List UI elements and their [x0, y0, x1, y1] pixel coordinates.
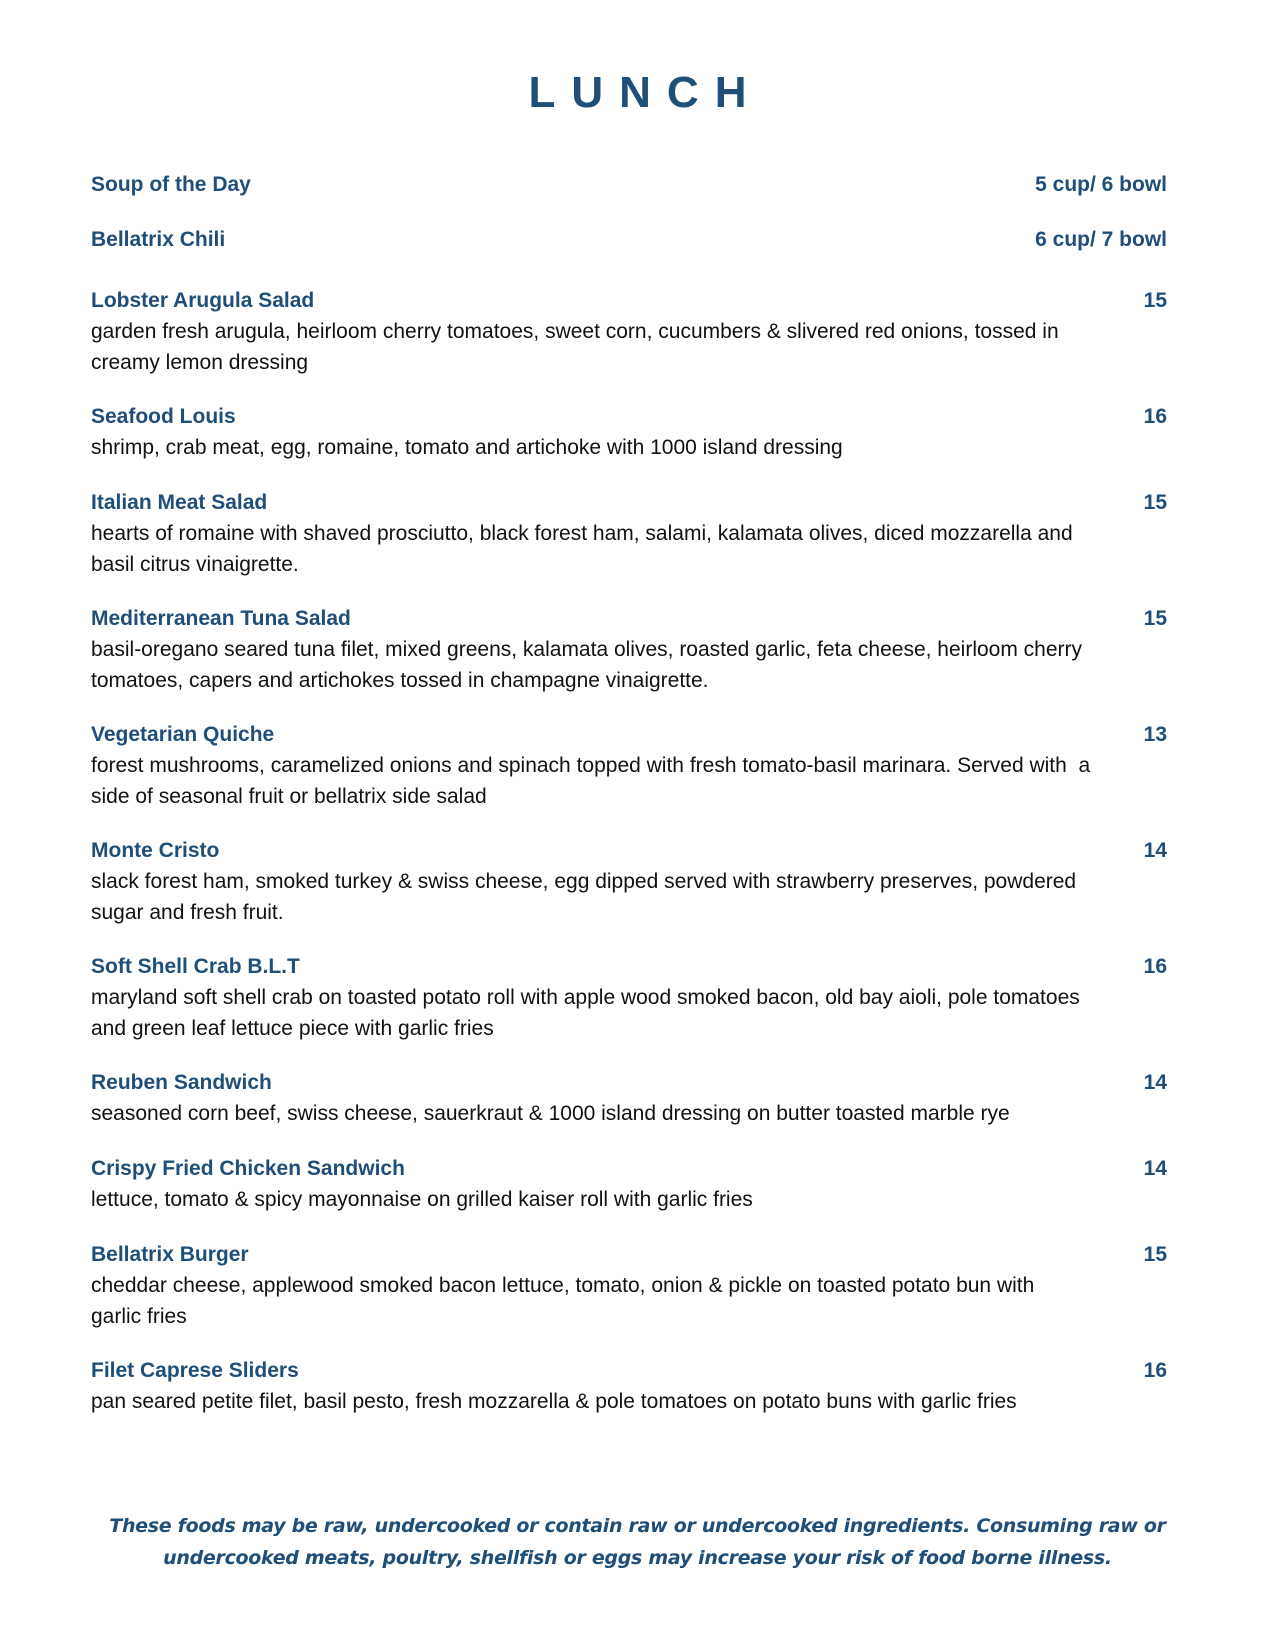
menu-item-reuben-sandwich: [91, 1068, 1171, 1129]
menu-item-price: 16: [1143, 405, 1167, 428]
menu-item-name: Vegetarian Quiche: [91, 723, 275, 746]
menu-item-description: basil-oregano seared tuna filet, mixed greens, kalamata olives, roasted garlic, feta cheese, heirloom cherry tomatoes, capers and artichokes tossed in champagne vinaigrette.: [91, 638, 1083, 692]
menu-item-chili: [91, 225, 1171, 255]
menu-item-description: garden fresh arugula, heirloom cherry tomatoes, sweet corn, cucumbers & slivered red onions, tossed in creamy lemon dressing: [91, 320, 1059, 374]
menu-item-price: 15: [1143, 289, 1167, 312]
menu-item-description: shrimp, crab meat, egg, romaine, tomato and artichoke with 1000 island dressing: [91, 436, 843, 459]
menu-item-name: Soft Shell Crab B.L.T: [91, 955, 300, 978]
menu-item-monte-cristo: [91, 836, 1171, 928]
page-title: LUNCH: [528, 68, 763, 117]
menu-item-price: 14: [1143, 1157, 1167, 1180]
menu-item-name: Bellatrix Chili: [91, 228, 226, 251]
menu-item-price: 5 cup/ 6 bowl: [1035, 173, 1167, 196]
menu-item-price: 14: [1143, 839, 1167, 862]
menu-item-description: seasoned corn beef, swiss cheese, sauerkraut & 1000 island dressing on butter toasted marble rye: [91, 1102, 1010, 1125]
menu-item-name: Filet Caprese Sliders: [91, 1359, 299, 1382]
menu-item-filet-caprese-sliders: [91, 1356, 1171, 1417]
menu-item-soft-shell-crab-blt: [91, 952, 1171, 1044]
menu-item-lobster-arugula-salad: [91, 286, 1171, 378]
menu-item-crispy-fried-chicken-sandwich: [91, 1154, 1171, 1215]
menu-item-name: Mediterranean Tuna Salad: [91, 607, 351, 630]
menu-item-price: 16: [1143, 1359, 1167, 1382]
menu-item-description: lettuce, tomato & spicy mayonnaise on grilled kaiser roll with garlic fries: [91, 1188, 753, 1211]
menu-item-description: cheddar cheese, applewood smoked bacon lettuce, tomato, onion & pickle on toasted potato bun with garlic fries: [91, 1274, 1035, 1328]
menu-item-name: Italian Meat Salad: [91, 491, 268, 514]
menu-item-price: 16: [1143, 955, 1167, 978]
menu-item-name: Bellatrix Burger: [91, 1243, 249, 1266]
menu-item-price: 15: [1143, 607, 1167, 630]
menu-item-description: maryland soft shell crab on toasted potato roll with apple wood smoked bacon, old bay aioli, pole tomatoes and green leaf lettuce piece with garlic fries: [91, 986, 1080, 1040]
menu-item-name: Crispy Fried Chicken Sandwich: [91, 1157, 405, 1180]
menu-item-soup: [91, 170, 1171, 200]
menu-item-price: 14: [1143, 1071, 1167, 1094]
menu-item-seafood-louis: [91, 402, 1171, 463]
menu-item-name: Monte Cristo: [91, 839, 220, 862]
menu-item-italian-meat-salad: [91, 488, 1171, 580]
menu-item-name: Seafood Louis: [91, 405, 236, 428]
menu-item-price: 15: [1143, 491, 1167, 514]
menu-item-description: pan seared petite filet, basil pesto, fresh mozzarella & pole tomatoes on potato buns with garlic fries: [91, 1390, 1017, 1413]
menu-item-price: 6 cup/ 7 bowl: [1035, 228, 1167, 251]
menu-item-bellatrix-burger: [91, 1240, 1171, 1332]
menu-item-vegetarian-quiche: [91, 720, 1171, 812]
menu-item-name: Lobster Arugula Salad: [91, 289, 315, 312]
food-safety-disclaimer: These foods may be raw, undercooked or contain raw or undercooked ingredients. Consuming raw or undercooked meats, poultry, shellfish or eggs may increase your risk of food borne illness.: [109, 1515, 1166, 1569]
menu-item-description: hearts of romaine with shaved prosciutto, black forest ham, salami, kalamata olives, diced mozzarella and basil citrus vinaigrette.: [91, 522, 1073, 576]
menu-item-name: Reuben Sandwich: [91, 1071, 272, 1094]
menu-item-description: slack forest ham, smoked turkey & swiss cheese, egg dipped served with strawberry preserves, powdered sugar and fresh fruit.: [91, 870, 1077, 924]
menu-item-price: 15: [1143, 1243, 1167, 1266]
menu-item-mediterranean-tuna-salad: [91, 604, 1171, 696]
menu-item-description: forest mushrooms, caramelized onions and spinach topped with fresh tomato-basil marinara. Served with a side of seasonal fruit or bellatrix side salad: [91, 754, 1096, 808]
menu-item-price: 13: [1143, 723, 1167, 746]
menu-item-name: Soup of the Day: [91, 173, 251, 196]
